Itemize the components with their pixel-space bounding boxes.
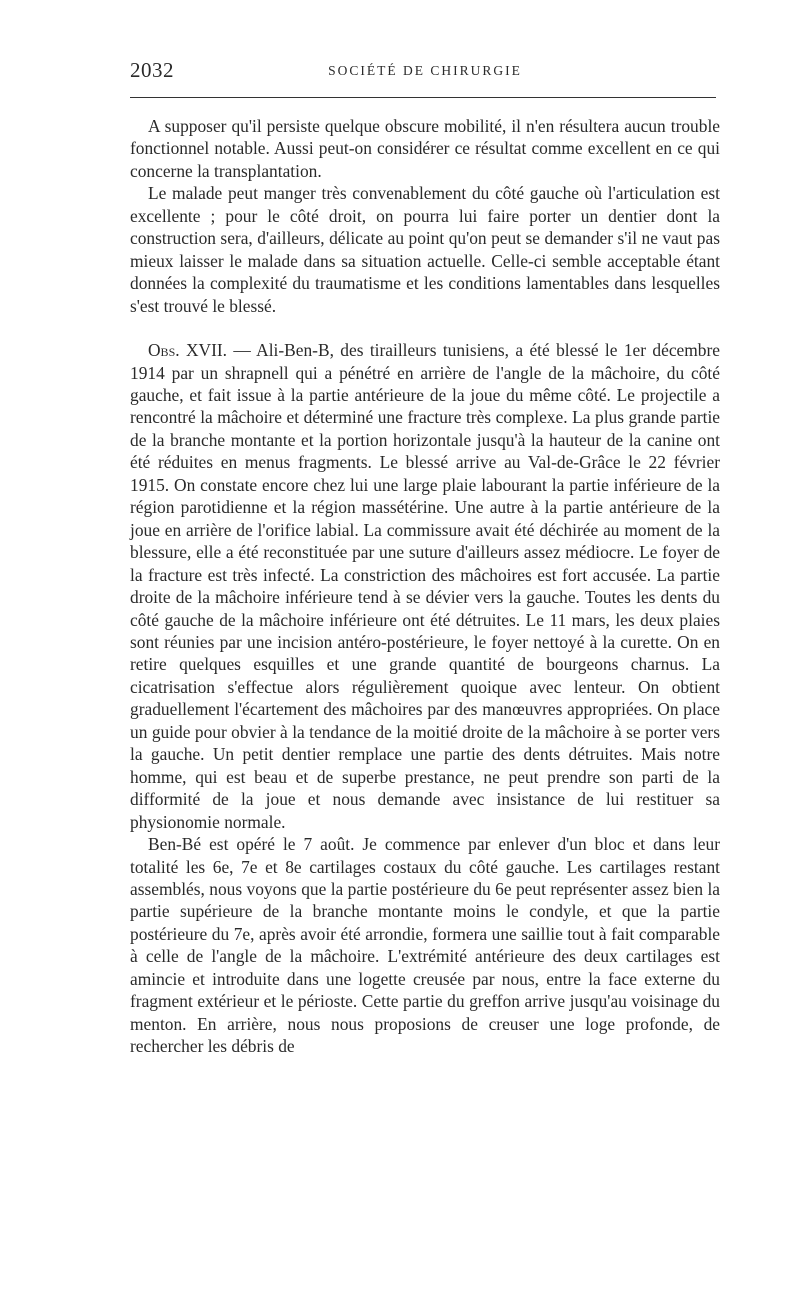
paragraph: A supposer qu'il persiste quelque obscure mobilité, il n'en résultera aucun trouble fonctionnel notable. Aussi peut-on considérer ce résultat comme excellent en ce qui concerne la transplantation. bbox=[130, 116, 720, 181]
observation-label: Obs. XVII. bbox=[148, 340, 227, 361]
body-text bbox=[130, 115, 720, 1058]
section-gap bbox=[130, 317, 720, 339]
paragraph: Le malade peut manger très convenablement du côté gauche où l'articulation est excellente ; pour le côté droit, on pourra lui faire porter un dentier dont la construction sera, d'ailleurs, délicate au point qu'on peut se demander s'il ne vaut pas mieux laisser le malade dans sa situation actuelle. Celle-ci semble acceptable étant données la complexité du traumatisme et les conditions lamentables dans lesquelles s'est trouvé le blessé. bbox=[130, 183, 720, 316]
observation-paragraph bbox=[130, 339, 720, 833]
header-rule bbox=[130, 97, 716, 98]
observation-text: — Ali-Ben-B, des tirailleurs tunisiens, a été blessé le 1er décembre 1914 par un shrapnell qui a pénétré en arrière de l'angle de la mâchoire, du côté gauche, et fait issue à la partie antérieure de la joue du même côté. Le projectile a rencontré la mâchoire et déterminé une fracture très complexe. La plus grande partie de la branche montante et la portion horizontale jusqu'à la hauteur de la canine ont été réduites en menus fragments. Le blessé arrive au Val-de-Grâce le 22 février 1915. On constate encore chez lui une large plaie labourant la partie inférieure de la région parotidienne et la région massétérine. Une autre à la partie antérieure de la joue en arrière de l'orifice labial. La commissure avait été déchirée au moment de la blessure, elle a été reconstituée par une suture d'ailleurs assez médiocre. Le foyer de la fracture est très infecté. La constriction des mâchoires est fort accusée. La partie droite de la mâchoire inférieure tend à se dévier vers la gauche. Toutes les dents du côté gauche de la mâchoire inférieure ont été détruites. Le 11 mars, les deux plaies sont réunies par une incision antéro-postérieure, le foyer nettoyé à la curette. On en retire quelques esquilles et une grande quantité de bourgeons charnus. La cicatrisation s'effectue alors régulièrement quoique avec lenteur. On obtient graduellement l'écartement des mâchoires par des manœuvres appropriées. On place un guide pour obvier à la tendance de la moitié droite de la mâchoire à se porter vers la gauche. Un petit dentier remplace une partie des dents détruites. Mais notre homme, qui est beau et de superbe prestance, ne peut prendre son parti de la difformité de la joue et nous demande avec insistance de lui restituer sa physionomie normale. bbox=[130, 340, 720, 832]
page-header bbox=[130, 58, 720, 88]
page-number: 2032 bbox=[130, 58, 174, 82]
paragraph: Ben-Bé est opéré le 7 août. Je commence par enlever d'un bloc et dans leur totalité les 6e, 7e et 8e cartilages costaux du côté gauche. Les cartilages restant assemblés, nous voyons que la partie postérieure du 6e peut représenter assez bien la partie supérieure de la branche montante moins le condyle, et que la partie postérieure du 7e, après avoir été arrondie, formera une saillie tout à fait comparable à celle de l'angle de la mâchoire. L'extrémité antérieure des deux cartilages est amincie et introduite dans une logette creusée par nous, entre la face externe du fragment extérieur et le périoste. Cette partie du greffon arrive jusqu'au voisinage du menton. En arrière, nous nous proposions de creuser une loge profonde, de rechercher les débris de bbox=[130, 834, 720, 1057]
running-head: SOCIÉTÉ DE CHIRURGIE bbox=[328, 63, 522, 78]
